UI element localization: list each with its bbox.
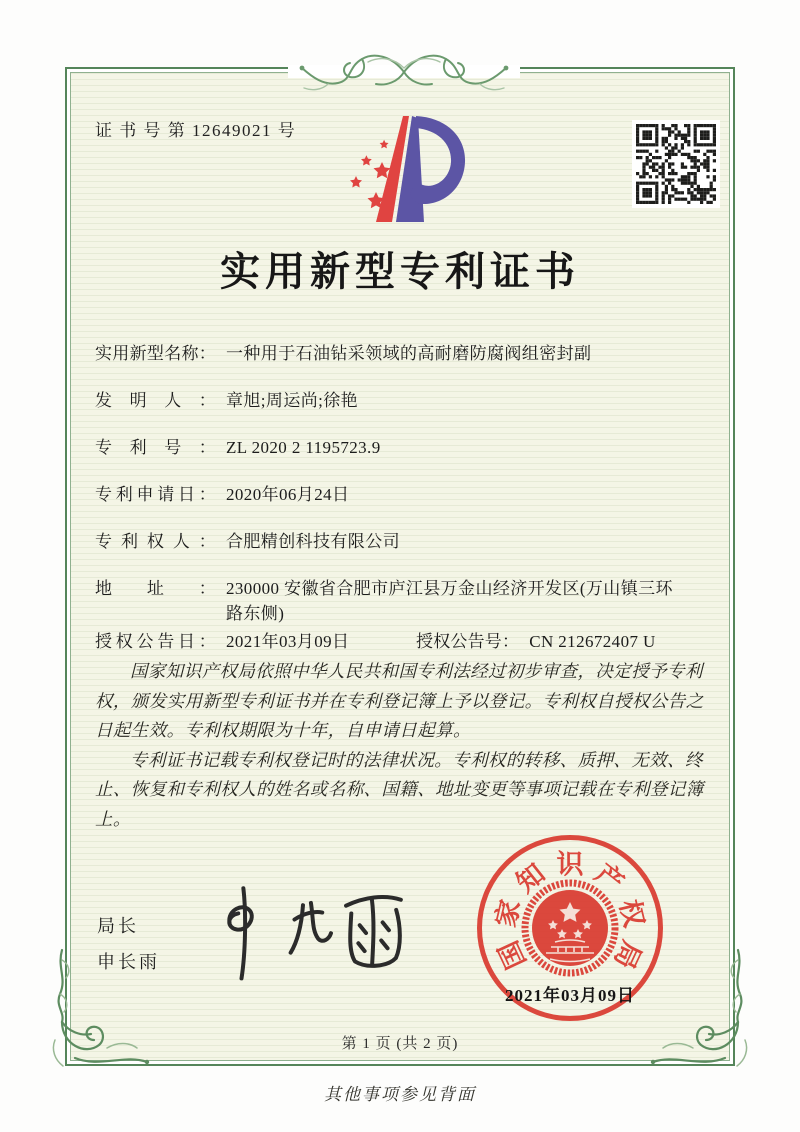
- qr-code: [632, 120, 720, 208]
- field-row-address: [95, 576, 709, 626]
- field-row-inventor: [95, 388, 709, 414]
- grant-number-label: 授权公告号：: [416, 632, 520, 651]
- signer-title: 局长: [97, 916, 139, 936]
- field-label: 专利号：: [95, 438, 216, 457]
- seal-char: 权: [614, 896, 650, 930]
- field-row-patent-no: [95, 435, 709, 461]
- field-row-grant-date: [95, 629, 709, 655]
- paragraph-register-statement: 专利证书记载专利权登记时的法律状况。专利权的转移、质押、无效、终止、恢复和专利权人的姓名或名称、国籍、地址变更等事项记载在专利登记簿上。: [95, 749, 704, 829]
- paragraph-grant-statement: 国家知识产权局依照中华人民共和国专利法经过初步审查，决定授予专利权，颁发实用新型专利证书并在专利登记簿上予以登记。专利权自授权公告之日起生效。专利权期限为十年，自申请日起算。: [95, 661, 704, 740]
- signer-name: 申长雨: [97, 952, 160, 972]
- certificate-fields: [95, 341, 709, 676]
- certificate-title: 实用新型专利证书: [220, 249, 580, 294]
- field-label: 专利申请日：: [95, 485, 216, 504]
- field-label: 发明人：: [95, 391, 216, 410]
- seal-date-text: 2021年03月09日: [505, 986, 635, 1005]
- page-number: 第 1 页 (共 2 页): [341, 1036, 459, 1052]
- field-value: 合肥精创科技有限公司: [226, 532, 400, 551]
- field-value: 章旭;周运尚;徐艳: [226, 391, 359, 410]
- field-label: 专利权人：: [95, 532, 216, 551]
- field-value: 2020年06月24日: [226, 485, 350, 504]
- grant-paragraphs: [95, 657, 709, 834]
- seal-char: 产: [589, 858, 630, 899]
- seal-char: 国: [493, 936, 532, 974]
- grant-number-value: CN 212672407 U: [529, 632, 656, 651]
- field-value: 一种用于石油钻采领域的高耐磨防腐阀组密封副: [226, 344, 592, 363]
- seal-char: 局: [608, 936, 647, 974]
- seal-char: 识: [556, 849, 584, 880]
- top-flourish-ornament: [288, 44, 520, 98]
- field-label: 地址：: [95, 579, 216, 598]
- national-emblem: [518, 874, 622, 982]
- cnipa-logo: [332, 110, 472, 226]
- certificate-number: 证 书 号 第 12649021 号: [95, 121, 297, 140]
- field-row-patentee: [95, 529, 709, 555]
- field-row-filing-date: [95, 482, 709, 508]
- seal-char: 知: [510, 858, 551, 899]
- field-value: 2021年03月09日: [226, 632, 350, 651]
- back-note: 其他事项参见背面: [324, 1085, 476, 1104]
- seal-char: 家: [490, 896, 526, 930]
- field-value: 230000 安徽省合肥市庐江县万金山经济开发区(万山镇三环路东侧): [226, 579, 673, 623]
- field-row-name: [95, 341, 709, 367]
- signature-handwriting: [198, 874, 420, 994]
- field-value: ZL 2020 2 1195723.9: [226, 438, 381, 457]
- field-label: 授权公告日：: [95, 632, 216, 651]
- field-label: 实用新型名称：: [95, 344, 216, 363]
